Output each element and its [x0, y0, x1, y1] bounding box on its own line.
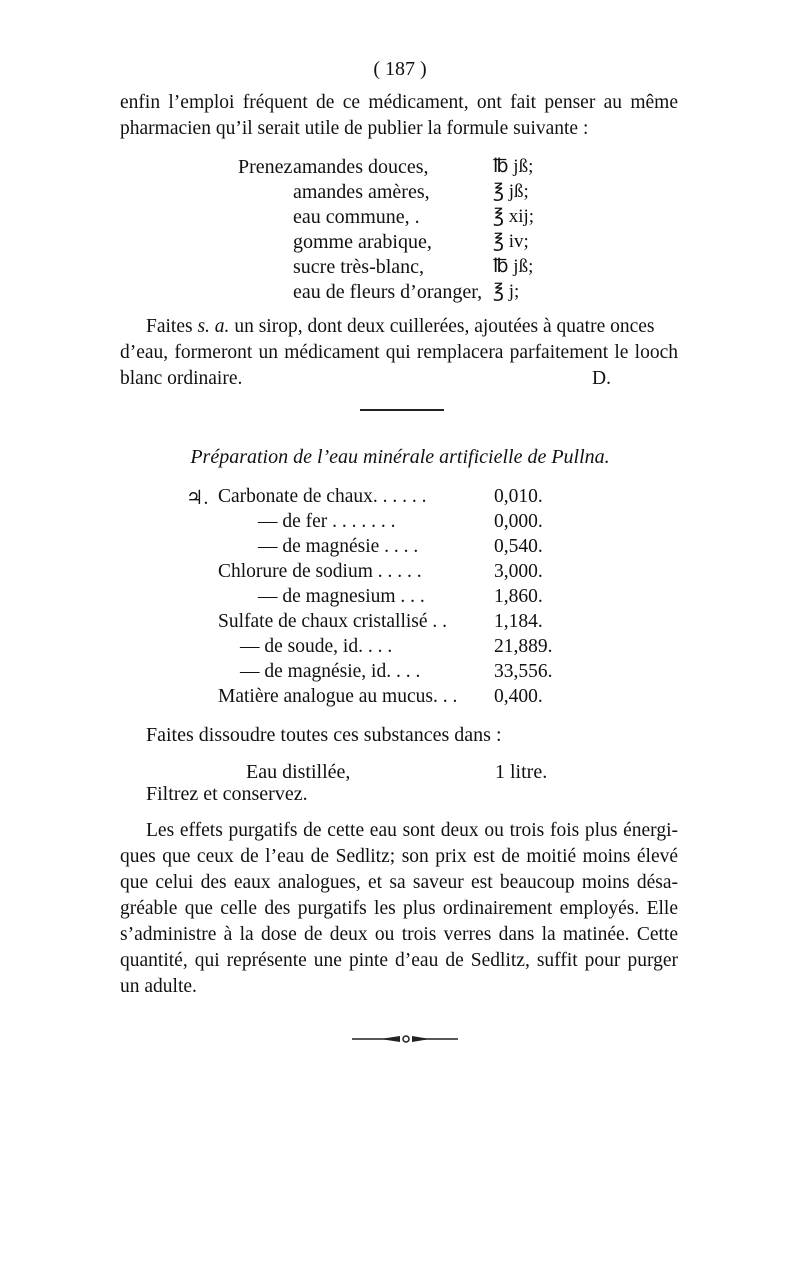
formula-item-value: 1,184. [494, 611, 543, 632]
faites-italic: s. a. [197, 316, 230, 337]
formula-item-value: 3,000. [494, 561, 543, 582]
dissolve-text: Faites dissoudre toutes ces substances dans : [146, 724, 502, 746]
recipe-item-dose: ℥ iv; [493, 231, 529, 252]
recipe-item-dose: ℔ jß; [493, 256, 534, 277]
formula-item-name: Sulfate de chaux cristallisé . . [218, 611, 448, 632]
formula-item-value: 0,400. [494, 686, 543, 707]
effects-line-3: que celui des eaux analogues, et sa saveur est beaucoup moins désa- [120, 872, 678, 893]
formula-item-value: 21,889. [494, 636, 553, 657]
section-divider [360, 409, 444, 411]
formula-item-value: 0,540. [494, 536, 543, 557]
end-ornament-icon [350, 1033, 460, 1045]
formula-item-value: 33,556. [494, 661, 553, 682]
recipe-item-name: eau de fleurs d’oranger, [293, 281, 483, 303]
water-name: Eau distillée, [246, 761, 351, 783]
section-title: Préparation de l’eau minérale artificielle de Pullna. [190, 446, 610, 468]
faites-line-3: blanc ordinaire. [120, 368, 243, 389]
formula-item-name: Carbonate de chaux. . . . . . [218, 486, 427, 507]
recipe-item-dose: ℥ j; [493, 281, 520, 302]
effects-line-1: Les effets purgatifs de cette eau sont deux ou trois fois plus énergi- [146, 820, 678, 841]
recipe-prefix: Prenez [238, 156, 293, 178]
formula-item-value: 0,010. [494, 486, 543, 507]
effects-line-2: ques que ceux de l’eau de Sedlitz; son prix est de moitié moins élevé [120, 846, 678, 867]
signature: D. [592, 368, 611, 389]
formula-item-name: — de magnesium . . . [258, 586, 425, 607]
recipe-item-name: sucre très-blanc, [293, 256, 425, 278]
faites-line-1 [146, 314, 678, 340]
formula-item-name: Matière analogue au mucus. . . [218, 686, 458, 707]
formula-item-name: — de soude, id. . . . [240, 636, 393, 657]
formula-item-name: — de fer . . . . . . . [258, 511, 396, 532]
recipe-item-name: amandes douces, [293, 156, 429, 178]
faites-start: Faites [146, 316, 198, 337]
recipe-item-name: amandes amères, [293, 181, 430, 203]
formula-item-value: 0,000. [494, 511, 543, 532]
formula-symbol: ♃. [186, 488, 209, 509]
recipe-item-dose: ℔ jß; [493, 156, 534, 177]
filter-text: Filtrez et conservez. [146, 783, 308, 805]
water-amount: 1 litre. [495, 761, 548, 783]
page-number: ( 187 ) [373, 58, 427, 80]
formula-item-name: — de magnésie . . . . [258, 536, 419, 557]
effects-line-7: un adulte. [120, 976, 197, 997]
recipe-item-dose: ℥ jß; [493, 181, 529, 202]
effects-line-4: gréable que celle des purgatifs les plus ordinairement employés. Elle [120, 898, 678, 919]
faites-end: un sirop, dont deux cuillerées, ajoutées à quatre onces [229, 316, 655, 337]
intro-line-1: enfin l’emploi fréquent de ce médicament, ont fait penser au même [120, 92, 678, 113]
intro-line-2: pharmacien qu’il serait utile de publier la formule suivante : [120, 118, 589, 139]
recipe-item-name: eau commune, . [293, 206, 420, 228]
effects-line-5: s’administre à la dose de deux ou trois verres dans la matinée. Cette [120, 924, 678, 945]
formula-item-name: Chlorure de sodium . . . . . [218, 561, 422, 582]
recipe-item-dose: ℥ xij; [493, 206, 535, 227]
effects-line-6: quantité, qui représente une pinte d’eau de Sedlitz, suffit pour purger [120, 950, 678, 971]
formula-item-value: 1,860. [494, 586, 543, 607]
recipe-item-name: gomme arabique, [293, 231, 432, 253]
formula-item-name: — de magnésie, id. . . . [240, 661, 421, 682]
faites-line-2: d’eau, formeront un médicament qui remplacera parfaitement le looch [120, 342, 678, 363]
